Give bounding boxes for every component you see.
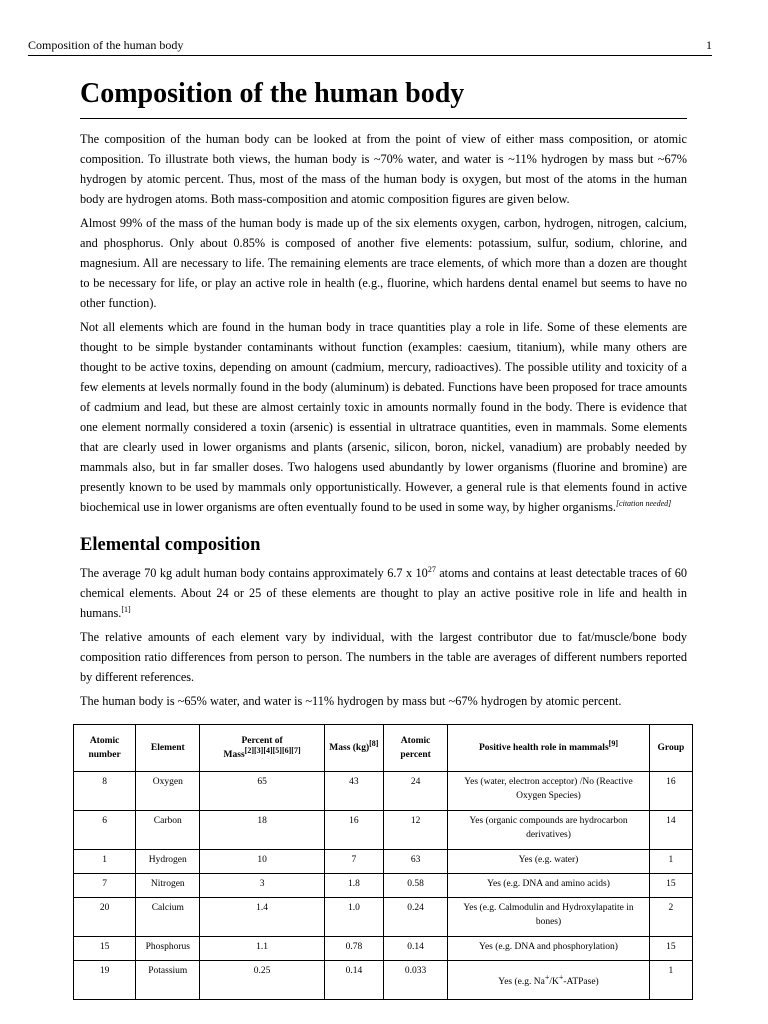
cell-mass-kg: 0.78 <box>324 937 383 961</box>
cell-mass-kg: 1.8 <box>324 874 383 898</box>
cell-atomic-percent: 0.58 <box>383 874 447 898</box>
col-atomic-number: Atomic number <box>74 725 136 772</box>
citation-needed-link[interactable]: [citation needed] <box>615 498 672 508</box>
cell-element: Nitrogen <box>136 874 200 898</box>
cell-percent-mass: 18 <box>200 811 324 850</box>
cell-atomic-percent: 24 <box>383 772 447 811</box>
atoms-exponent: 27 <box>427 564 436 574</box>
paragraph-elements: Almost 99% of the mass of the human body is made up of the six elements oxygen, carbon, hydrogen, nitrogen, calcium, and phosphorus. Only about 0.85% is composed of another five elements: potassium, sulfur, sodium, chlorine, and magnesium. All are necessary to life. The remaining elements are trace elements, of which more than a dozen are thought to be necessary for life, or play an active role in health (e.g., fluorine, which hardens dental enamel but seems to have no other function). <box>80 216 687 310</box>
mass-kg-ref[interactable]: [8] <box>369 738 379 748</box>
atoms-text-b: atoms and contains at least detectable traces of 60 chemical elements. About 24 or 25 of these elements are thought to play an active positive role in life and health in humans. <box>80 566 687 620</box>
table-row <box>74 850 693 874</box>
cell-atomic-number: 15 <box>74 937 136 961</box>
col-percent-mass-b: Mass <box>223 750 245 760</box>
paragraph-trace-elements <box>80 317 687 517</box>
table-row <box>74 898 693 937</box>
col-mass-kg-label: Mass (kg) <box>329 743 370 753</box>
cell-atomic-number: 1 <box>74 850 136 874</box>
health-role-text-b: /K <box>549 976 559 987</box>
health-role-ref[interactable]: [9] <box>608 738 618 748</box>
cell-element: Hydrogen <box>136 850 200 874</box>
reference-link[interactable]: [1] <box>121 604 131 614</box>
col-atomic-percent: Atomic percent <box>383 725 447 772</box>
cell-mass-kg: 16 <box>324 811 383 850</box>
cell-health-role: Yes (e.g. DNA and phosphorylation) <box>448 937 650 961</box>
paragraph-atoms <box>80 563 687 623</box>
table-row <box>74 937 693 961</box>
running-header-title: Composition of the human body <box>28 38 184 52</box>
table-row <box>74 961 693 1000</box>
cell-group: 1 <box>649 850 692 874</box>
paragraph-relative-amounts: The relative amounts of each element vary by individual, with the largest contributor due to fat/muscle/bone body composition ratio differences from person to person. The numbers in the table are averages of different numbers reported by different references. <box>80 630 687 684</box>
cell-mass-kg: 43 <box>324 772 383 811</box>
cell-health-role: Yes (e.g. DNA and amino acids) <box>448 874 650 898</box>
cell-atomic-number: 6 <box>74 811 136 850</box>
col-element: Element <box>136 725 200 772</box>
cell-element: Potassium <box>136 961 200 1000</box>
col-group: Group <box>649 725 692 772</box>
cell-percent-mass: 10 <box>200 850 324 874</box>
page-title: Composition of the human body <box>80 78 687 119</box>
section-heading-elemental-composition: Elemental composition <box>80 535 261 555</box>
potassium-charge: + <box>558 972 564 982</box>
running-header <box>28 38 712 52</box>
cell-atomic-percent: 0.24 <box>383 898 447 937</box>
cell-element: Carbon <box>136 811 200 850</box>
page-number: 1 <box>706 38 712 52</box>
paragraph-intro: The composition of the human body can be looked at from the point of view of either mass composition, or atomic composition. To illustrate both views, the human body is ~70% water, and water is ~11% hydrogen by mass but ~67% hydrogen by atomic percent. Thus, most of the mass of the human body is oxygen, but most of the atoms in the human body are hydrogen atoms. Both mass-composition and atomic composition figures are given below. <box>80 132 687 206</box>
cell-group: 1 <box>649 961 692 1000</box>
cell-percent-mass: 3 <box>200 874 324 898</box>
cell-element: Phosphorus <box>136 937 200 961</box>
percent-mass-refs[interactable]: [2][3][4][5][6][7] <box>244 745 301 755</box>
cell-group: 16 <box>649 772 692 811</box>
cell-group: 15 <box>649 874 692 898</box>
paragraph-trace-text: Not all elements which are found in the human body in trace quantities play a role in life. Some of these elements are thought to be simple bystander contaminants without function (examples: caesium, titanium), while many others are thought to be active toxins, depending on amount (cadmium, mercury, radioactives). The possible utility and toxicity of a few elements at levels normally found in the body (aluminum) is debated. Functions have been proposed for trace amounts of cadmium and lead, but these are almost certainly toxic in amounts normally found in the body. There is evidence that one element normally considered a toxin (arsenic) is essential in ultratrace quantities, even in mammals. Some elements that are clearly used in lower organisms and plants (arsenic, silicon, boron, nickel, vanadium) are probably needed by mammals also, but in far smaller doses. Two halogens used abundantly by lower organisms (fluorine and bromine) are presently known to be used by mammals only opportunistically. However, a general rule is that elements found in active biochemical use in lower organisms are often eventually found to be used in some way, by higher organisms. <box>80 320 687 514</box>
header-rule <box>28 55 712 56</box>
cell-mass-kg: 0.14 <box>324 961 383 1000</box>
cell-atomic-percent: 0.14 <box>383 937 447 961</box>
table-header-row <box>74 725 693 772</box>
cell-atomic-number: 19 <box>74 961 136 1000</box>
elements-table <box>73 724 693 1000</box>
cell-group: 14 <box>649 811 692 850</box>
cell-atomic-percent: 12 <box>383 811 447 850</box>
col-percent-mass <box>200 725 324 772</box>
cell-mass-kg: 1.0 <box>324 898 383 937</box>
cell-atomic-percent: 63 <box>383 850 447 874</box>
cell-percent-mass: 1.1 <box>200 937 324 961</box>
col-mass-kg <box>324 725 383 772</box>
article-content <box>80 78 687 715</box>
cell-group: 15 <box>649 937 692 961</box>
table-row <box>74 811 693 850</box>
cell-element: Oxygen <box>136 772 200 811</box>
health-role-text-a: Yes (e.g. Na <box>498 976 545 987</box>
cell-atomic-number: 7 <box>74 874 136 898</box>
table-row <box>74 874 693 898</box>
cell-group: 2 <box>649 898 692 937</box>
table-row <box>74 772 693 811</box>
cell-atomic-percent: 0.033 <box>383 961 447 1000</box>
cell-health-role: Yes (e.g. Calmodulin and Hydroxylapatite in bones) <box>448 898 650 937</box>
cell-atomic-number: 8 <box>74 772 136 811</box>
col-health-role <box>448 725 650 772</box>
cell-health-role: Yes (organic compounds are hydrocarbon derivatives) <box>448 811 650 850</box>
cell-percent-mass: 1.4 <box>200 898 324 937</box>
atoms-text-a: The average 70 kg adult human body contains approximately 6.7 x 10 <box>80 566 428 580</box>
cell-percent-mass: 65 <box>200 772 324 811</box>
cell-health-role: Yes (e.g. water) <box>448 850 650 874</box>
cell-percent-mass: 0.25 <box>200 961 324 1000</box>
cell-element: Calcium <box>136 898 200 937</box>
col-percent-mass-a: Percent of <box>241 736 283 746</box>
sodium-charge: + <box>544 972 550 982</box>
health-role-text-c: -ATPase) <box>563 976 599 987</box>
cell-atomic-number: 20 <box>74 898 136 937</box>
col-health-role-label: Positive health role in mammals <box>479 743 609 753</box>
paragraph-water: The human body is ~65% water, and water is ~11% hydrogen by mass but ~67% hydrogen by atomic percent. <box>80 694 622 708</box>
cell-health-role: Yes (water, electron acceptor) /No (Reactive Oxygen Species) <box>448 772 650 811</box>
cell-mass-kg: 7 <box>324 850 383 874</box>
cell-health-role <box>448 961 650 1000</box>
